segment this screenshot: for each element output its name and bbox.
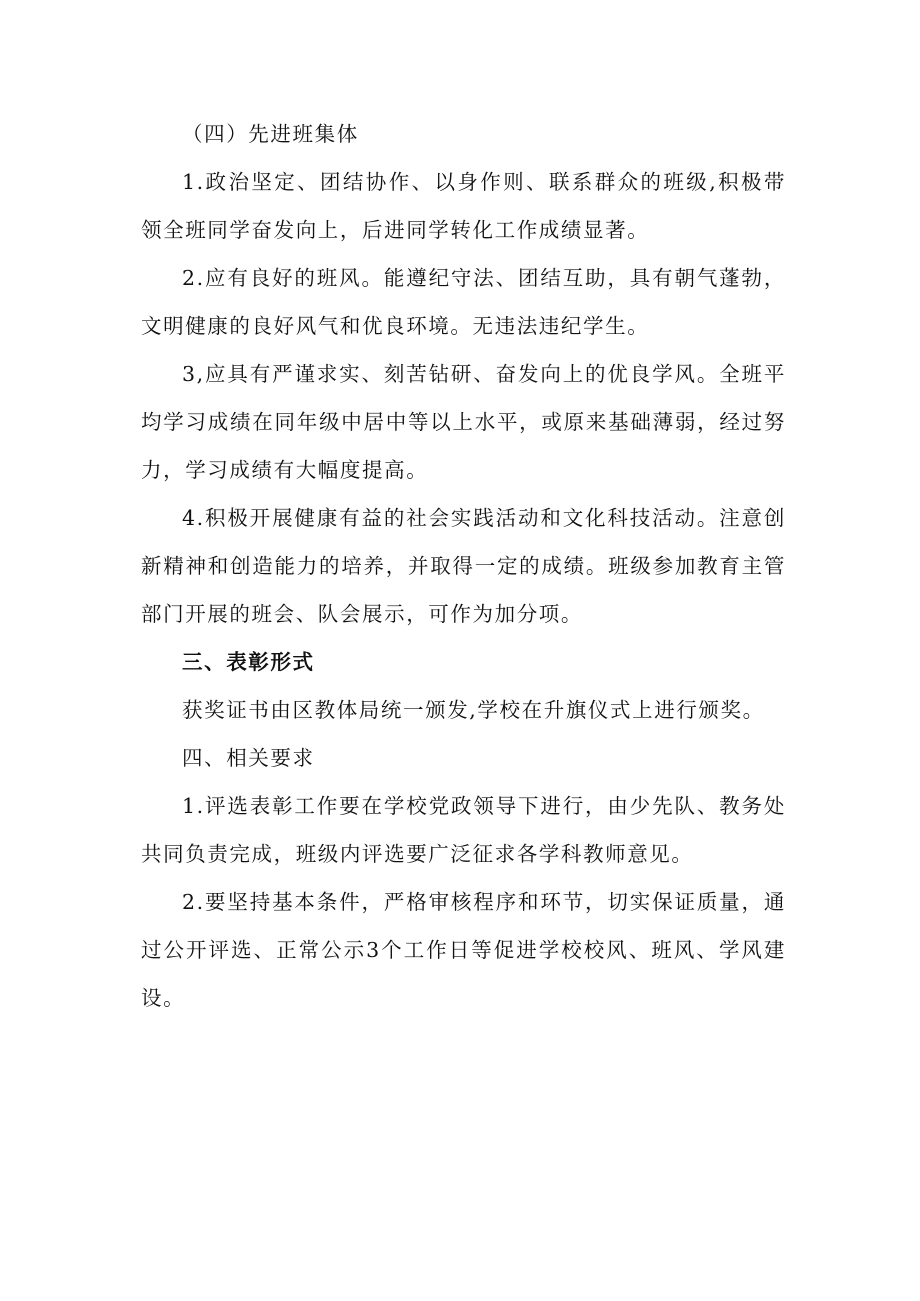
section-heading-requirements: 四、相关要求 bbox=[182, 746, 315, 770]
section-heading-commendation-form: 三、表彰形式 bbox=[182, 650, 315, 674]
criteria-item-1: 1.政治坚定、团结协作、以身作则、联系群众的班级,积极带领全班同学奋发向上，后进同学转化工作成绩显著。 bbox=[141, 170, 786, 242]
criteria-item-3: 3,应具有严谨求实、刻苦钻研、奋发向上的优良学风。全班平均学习成绩在同年级中居中等以上水平，或原来基础薄弱，经过努力，学习成绩有大幅度提高。 bbox=[141, 362, 786, 482]
commendation-form-text: 获奖证书由区教体局统一颁发,学校在升旗仪式上进行颁奖。 bbox=[182, 698, 765, 722]
sub-heading-advanced-class: （四）先进班集体 bbox=[182, 122, 359, 146]
criteria-item-4: 4.积极开展健康有益的社会实践活动和文化科技活动。注意创新精神和创造能力的培养，并取得一定的成绩。班级参加教育主管部门开展的班会、队会展示，可作为加分项。 bbox=[141, 506, 786, 626]
requirement-item-2: 2.要坚持基本条件，严格审核程序和环节，切实保证质量，通过公开评选、正常公示3个工作日等促进学校校风、班风、学风建设。 bbox=[141, 890, 786, 1010]
requirement-item-1: 1.评选表彰工作要在学校党政领导下进行，由少先队、教务处共同负责完成，班级内评选要广泛征求各学科教师意见。 bbox=[141, 794, 786, 866]
criteria-item-2: 2.应有良好的班风。能遵纪守法、团结互助，具有朝气蓬勃，文明健康的良好风气和优良环境。无违法违纪学生。 bbox=[141, 266, 786, 338]
document-body bbox=[141, 110, 786, 1022]
